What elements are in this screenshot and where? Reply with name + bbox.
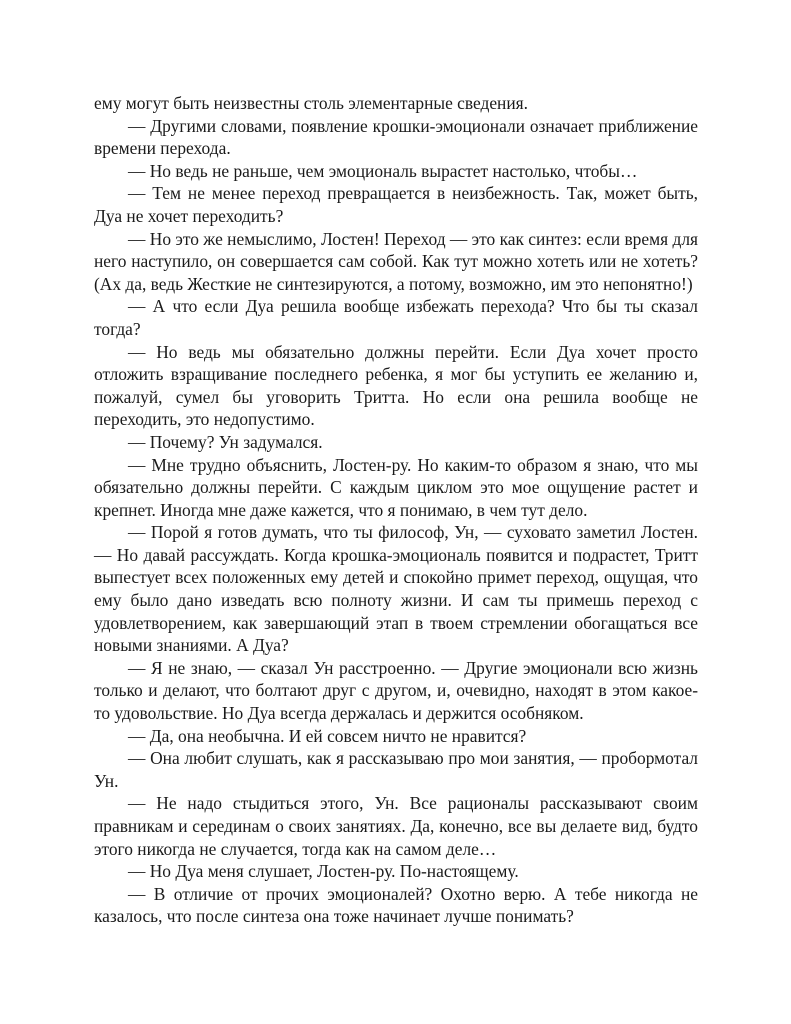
paragraph: — Мне трудно объяснить, Лостен-ру. Но каким-то образом я знаю, что мы обязательно должны перейти. С каждым циклом это мое ощущение растет и крепнет. Иногда мне даже кажется, что я понимаю, в чем тут дело. bbox=[94, 454, 698, 520]
paragraph: — Не надо стыдиться этого, Ун. Все рационалы рассказывают своим правникам и серединам о своих занятиях. Да, конечно, все вы делаете вид, будто этого никогда не случается, тогда как на самом деле… bbox=[94, 793, 698, 859]
paragraph: — Она любит слушать, как я рассказываю про мои занятия, — пробормотал Ун. bbox=[94, 748, 698, 791]
paragraph: — Почему? Ун задумался. bbox=[128, 431, 323, 452]
paragraph: — В отличие от прочих эмоционалей? Охотно верю. А тебе никогда не казалось, что после синтеза она тоже начинает лучше понимать? bbox=[94, 883, 698, 927]
paragraph: — Да, она необычна. И ей совсем ничто не нравится? bbox=[128, 725, 527, 746]
paragraph: — Другими словами, появление крошки-эмоционали означает приближение времени перехода. bbox=[94, 115, 698, 159]
paragraph: ему могут быть неизвестны столь элементарные сведения. bbox=[94, 93, 528, 113]
paragraph: — Но ведь не раньше, чем эмоциональ вырастет настолько, чтобы… bbox=[128, 160, 638, 181]
paragraph: — А что если Дуа решила вообще избежать перехода? Что бы ты сказал тогда? bbox=[94, 296, 698, 339]
paragraph: — Тем не менее переход превращается в неизбежность. Так, может быть, Дуа не хочет переходить? bbox=[94, 183, 698, 226]
paragraph: — Я не знаю, — сказал Ун расстроенно. — Другие эмоционали всю жизнь только и делают, что болтают друг с другом, и, очевидно, находят в этом какое-то удовольствие. Но Дуа всегда держалась и держится особняком. bbox=[94, 657, 698, 724]
paragraph: — Но Дуа меня слушает, Лостен-ру. По-настоящему. bbox=[128, 861, 519, 882]
paragraph: — Порой я готов думать, что ты философ, Ун, — суховато заметил Лостен. — Но давай рассуждать. Когда крошка-эмоциональ появится и подрастет, Тритт выпестует всех положенных ему детей и спокойно примет переход, ощущая, что ему было дано изведать всю полноту жизни. И сам ты примешь переход с удовлетворением, как завершающий этап в твоем стремлении обогащаться все новыми знаниями. А Дуа? bbox=[94, 522, 698, 656]
document-page bbox=[94, 92, 698, 928]
paragraph: — Но ведь мы обязательно должны перейти. Если Дуа хочет просто отложить взращивание последнего ребенка, я мог бы уступить ее желанию и, пожалуй, сумел бы уговорить Тритта. Но если она решила вообще не переходить, это недопустимо. bbox=[94, 341, 698, 430]
paragraph: — Но это же немыслимо, Лостен! Переход — это как синтез: если время для него наступило, он совершается сам собой. Как тут можно хотеть или не хотеть? (Ах да, ведь Жесткие не синтезируются, а потому, возможно, им это непонятно!) bbox=[94, 228, 698, 294]
